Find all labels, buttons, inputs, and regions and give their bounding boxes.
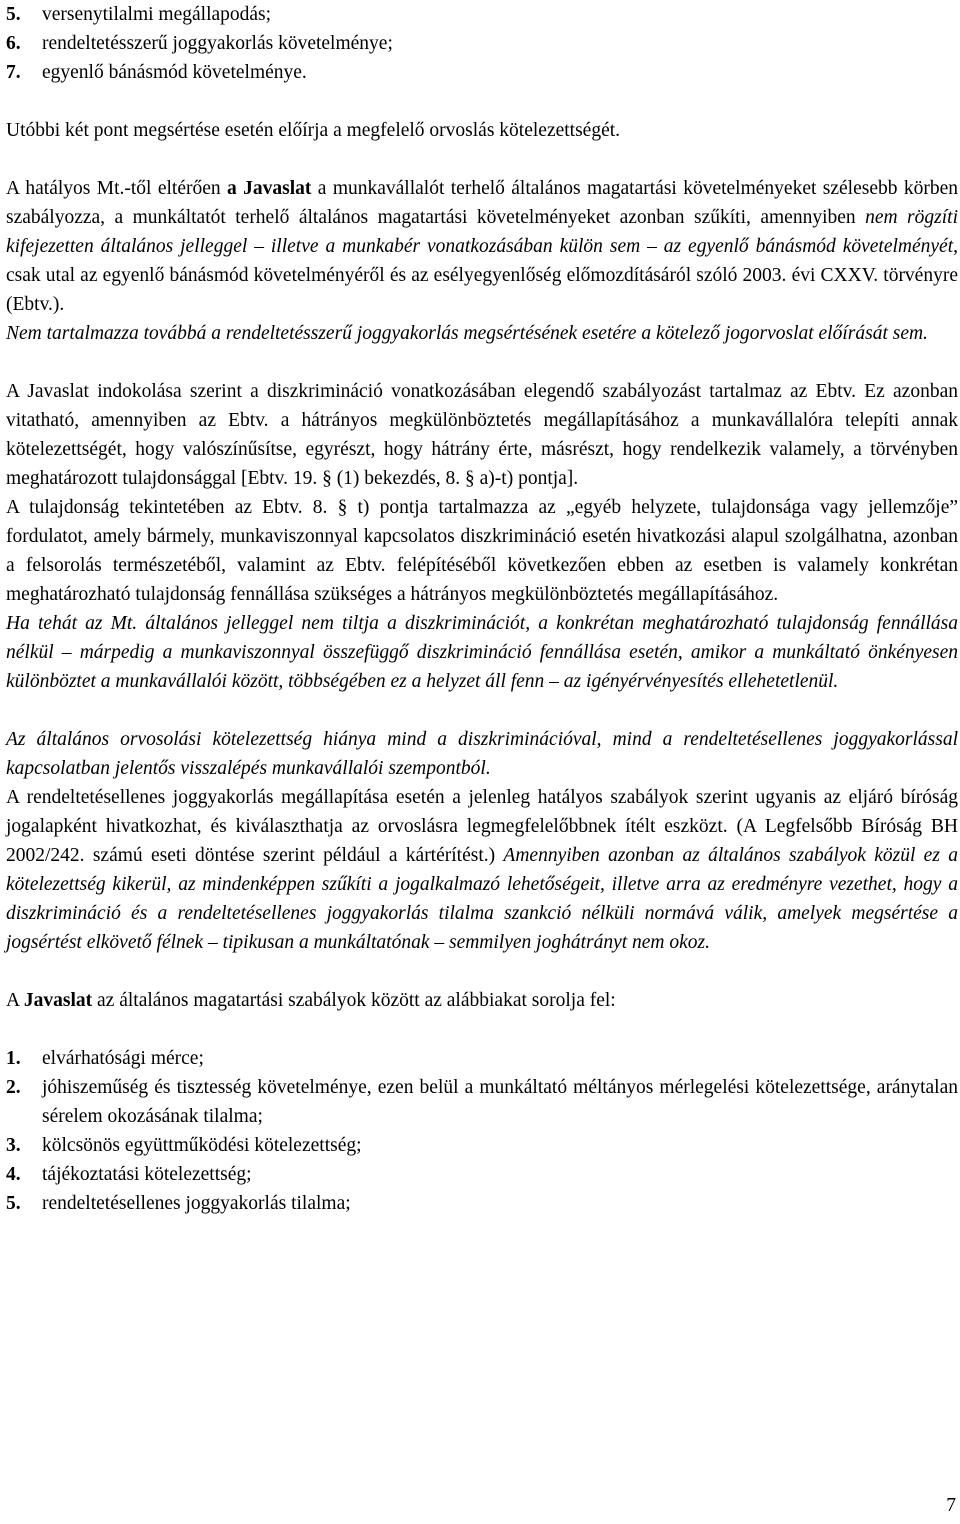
text-run: A bbox=[6, 990, 24, 1011]
text-run: A rendeltetésellenes joggyakorlás megállapítása esetén a jelenleg hatályos szabályok szerint ugyanis az eljáró bíróság jogalapként hivatkozhat, és kiválaszthatja az orvoslásra legmegfelelőbbnek ítélt eszközt. (A Legfelsőbb Bíróság BH 2002/242. számú eseti döntése szerint például a kártérítést.) bbox=[6, 787, 958, 866]
list-item-number: 5 . bbox=[6, 0, 42, 29]
list-item-text: rendeltetésszerű joggyakorlás követelménye; bbox=[42, 33, 393, 54]
list-item-text: egyenlő bánásmód követelménye. bbox=[42, 62, 307, 83]
text-run-italic: Amennyiben azonban az általános szabályok közül ez a kötelezettség kikerül, az mindenképpen szűkíti a jogalkalmazó lehetőségeit, illetve arra az eredményre vezethet, hogy a diszkrimináció és a rendeltetésellenes joggyakorlás tilalma szankció nélküli normává válik, amelyek megsértése a jogsértést elkövető félnek – tipikusan a munkáltatónak – semmilyen joghátrányt nem okoz. bbox=[6, 845, 958, 953]
list-item-number: 5 . bbox=[6, 1189, 42, 1218]
text-run-bold: a Javaslat bbox=[227, 178, 312, 199]
list-item-number: 4 . bbox=[6, 1160, 42, 1189]
paragraph-ha-tehat bbox=[6, 609, 958, 696]
paragraph-indokolas: A Javaslat indokolása szerint a diszkrimináció vonatkozásában elegendő szabályozást tartalmaz az Ebtv. Ez azonban vitatható, amennyiben az Ebtv. a hátrányos megkülönböztetés megállapításához a munkavállalóra telepíti annak kötelezettségét, hogy valószínűsítse, egyrészt, hogy hátrány érte, másrészt, hogy rendelkezik valamely, a törvényben meghatározott tulajdonsággal [Ebtv. 19. § (1) bekezdés, 8. § a)-t) pontja]. bbox=[6, 381, 958, 489]
list-item-number: 3 . bbox=[6, 1131, 42, 1160]
text-run: A hatályos Mt.-től eltérően bbox=[6, 178, 228, 199]
list-item bbox=[6, 1044, 958, 1073]
list-item-number: 2 . bbox=[6, 1073, 42, 1131]
list-item-number: 6 . bbox=[6, 29, 42, 58]
bottom-numbered-list bbox=[6, 1044, 958, 1218]
paragraph-rendeltetesellenes bbox=[6, 783, 958, 957]
list-item bbox=[6, 29, 958, 58]
list-item-text: tájékoztatási kötelezettség; bbox=[42, 1164, 252, 1185]
text-run: a munkavállalót terhelő általános magatartási követelményeket szélesebb körben szabályozza, a munkáltatót terhelő általános magatartási követelményeket azonban szűkíti, amennyiben bbox=[6, 178, 959, 228]
paragraph-javaslat-felsorolas bbox=[6, 986, 958, 1015]
list-item bbox=[6, 1131, 958, 1160]
list-item bbox=[6, 1189, 958, 1218]
paragraph-javaslat-comparison bbox=[6, 174, 958, 319]
text-run-bold: Javaslat bbox=[23, 990, 93, 1011]
text-run: Ha tehát az Mt. bbox=[6, 613, 146, 634]
list-item bbox=[6, 1073, 958, 1131]
text-run-italic: nem rögzíti kifejezetten általános jelleggel – illetve a munkabér vonatkozásában külön sem – az egyenlő bánásmód követelményét, bbox=[6, 207, 958, 257]
list-item bbox=[6, 1160, 958, 1189]
paragraph-jogorvoslat: Nem tartalmazza továbbá a rendeltetésszerű joggyakorlás megsértésének esetére a kötelező jogorvoslat előírását sem. bbox=[6, 323, 928, 344]
document-page bbox=[6, 0, 958, 1218]
text-run: csak utal az egyenlő bánásmód követelményéről és az esélyegyenlőség előmozdításáról szóló 2003. évi CXXV. törvényre (Ebtv.). bbox=[6, 265, 958, 315]
text-run: általános jelleggel nem tiltja a diszkriminációt, a konkrétan meghatározható tulajdonság fennállása nélkül – márpedig a munkaviszonnyal összefüggő diszkrimináció fennállása esetén, amikor a munkáltató önkényesen különböztet a munkavállalói között, többségében ez a helyzet áll fenn – az igényérvényesítés ellehetetlenül. bbox=[6, 613, 959, 692]
list-item-number: 7 . bbox=[6, 58, 42, 87]
list-item-text: rendeltetésellenes joggyakorlás tilalma; bbox=[42, 1193, 351, 1214]
list-item-text: kölcsönös együttműködési kötelezettség; bbox=[42, 1135, 362, 1156]
paragraph-tulajdonsag: A tulajdonság tekintetében az Ebtv. 8. § t) pontja tartalmazza az „egyéb helyzete, tulajdonsága vagy jellemzője” fordulatot, amely bármely, munkaviszonnyal kapcsolatos diszkrimináció esetén hivatkozási alapul szolgálhatna, azonban a felsorolás természetéből, valamint az Ebtv. felépítéséből következően ebben az esetben is valamely konkrétan meghatározható tulajdonság fennállása szükséges a hátrányos megkülönböztetés megállapításához. bbox=[6, 497, 958, 605]
list-item bbox=[6, 58, 958, 87]
list-item-text: elvárhatósági mérce; bbox=[42, 1048, 204, 1069]
list-item bbox=[6, 0, 958, 29]
paragraph-orvoslasi-kotelezettseg: Az általános orvosolási kötelezettség hiánya mind a diszkriminációval, mind a rendeltetésellenes joggyakorlással kapcsolatban jelentős visszalépés munkavállalói szempontból. bbox=[6, 729, 958, 779]
page-number: 7 bbox=[946, 1495, 956, 1516]
top-numbered-list bbox=[6, 0, 958, 87]
paragraph-utobbi: Utóbbi két pont megsértése esetén előírja a megfelelő orvoslás kötelezettségét. bbox=[6, 120, 621, 141]
text-run: az általános magatartási szabályok között az alábbiakat sorolja fel: bbox=[92, 990, 616, 1011]
list-item-text: jóhiszeműség és tisztesség követelménye, ezen belül a munkáltató méltányos mérlegelési kötelezettsége, aránytalan sérelem okozásának tilalma; bbox=[42, 1077, 958, 1127]
list-item-text: versenytilalmi megállapodás; bbox=[42, 4, 272, 25]
list-item-number: 1 . bbox=[6, 1044, 42, 1073]
